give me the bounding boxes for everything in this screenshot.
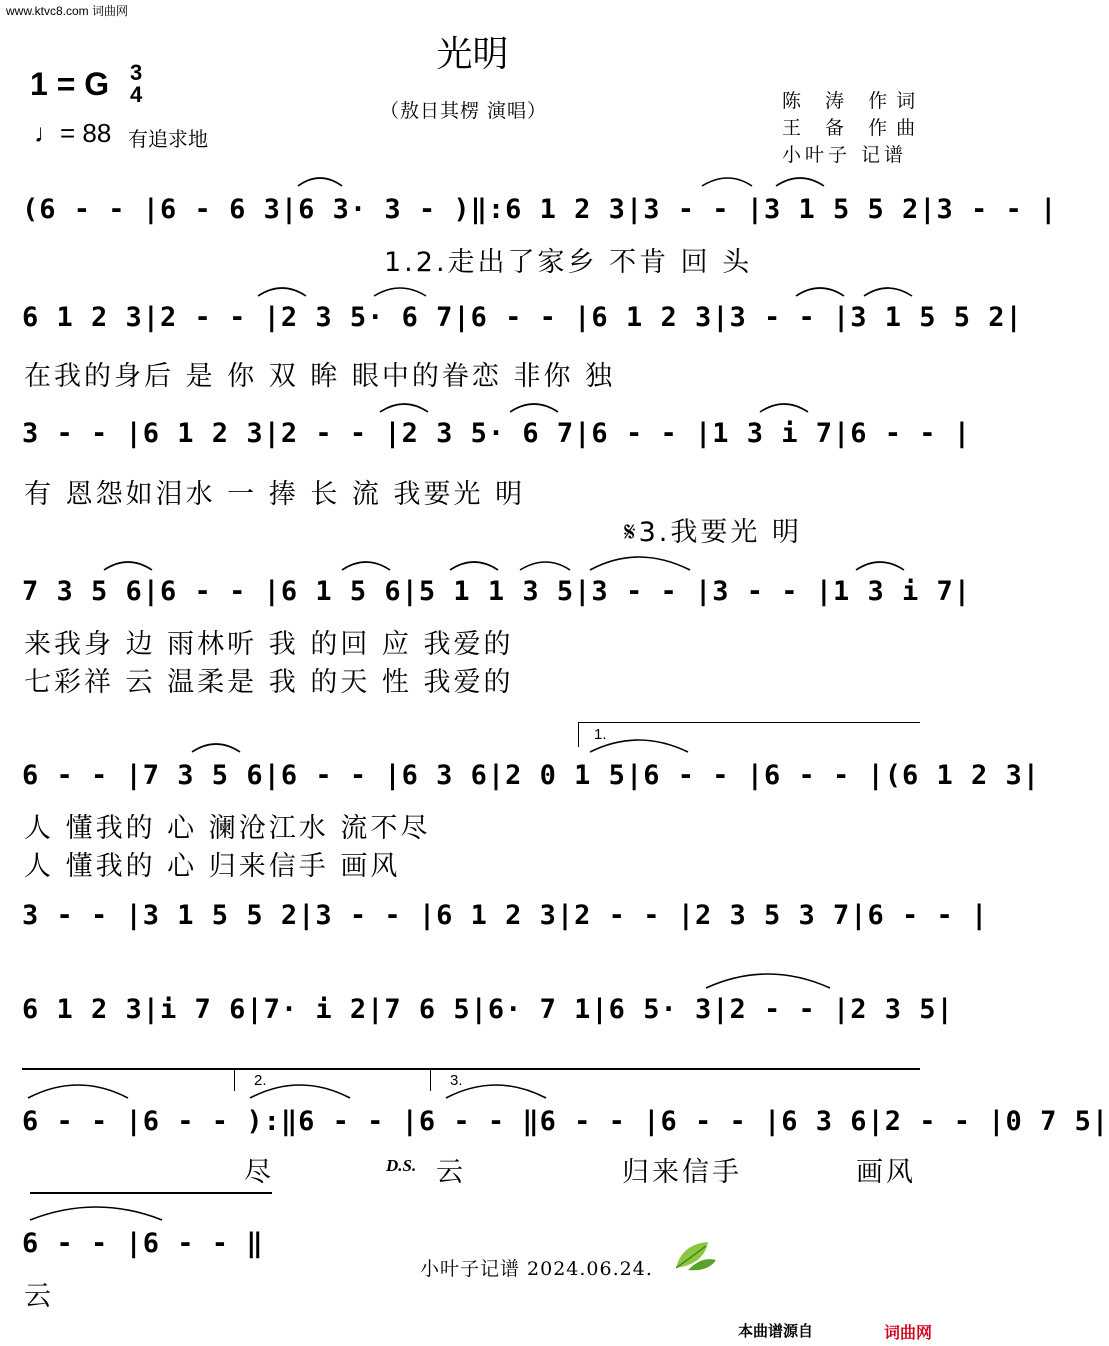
lyric-row-8-cloud: 云 bbox=[436, 1157, 466, 1188]
notation-row-9: 6 - - |6 - - ‖ bbox=[22, 1228, 264, 1259]
lyric-row-3: 有 恩怨如泪水 一 捧 长 流 我要光 明 bbox=[24, 479, 526, 510]
key-signature: 1 = G bbox=[30, 66, 110, 102]
lyric-row-8-end: 尽 bbox=[244, 1157, 274, 1188]
slur bbox=[510, 404, 558, 412]
slur bbox=[374, 288, 426, 296]
transcriber-credit: 小叶子 记谱 bbox=[782, 144, 908, 166]
lyric-row-8-painting: 画风 bbox=[856, 1157, 916, 1188]
notation-row-6: 3 - - |3 1 5 5 2|3 - - |6 1 2 3|2 - - |2 3 5 3 7|6 - - | bbox=[22, 900, 989, 931]
brand-logo[interactable]: 词曲网 bbox=[884, 1325, 933, 1342]
slur bbox=[760, 404, 808, 412]
lyric-row-9: 云 bbox=[24, 1281, 54, 1312]
slur bbox=[28, 1085, 128, 1098]
notation-row-8: 6 - - |6 - - ):‖6 - - |6 - - ‖6 - - |6 - - |6 3 6|2 - - |0 7 5| bbox=[22, 1106, 1109, 1137]
notation-row-1: (6 - - |6 - 6 3|6 3· 3 - )‖:6 1 2 3|3 - - |3 1 5 5 2|3 - - | bbox=[22, 194, 1058, 225]
lyric-row-3-alt: 𝄋3.我要光 明 bbox=[624, 517, 802, 548]
volta-3-label: 3. bbox=[450, 1072, 463, 1089]
slur bbox=[380, 404, 428, 412]
lyric-row-4-verse-2: 七彩祥 云 温柔是 我 的天 性 我爱的 bbox=[24, 667, 514, 698]
song-title: 光明 bbox=[436, 34, 509, 75]
expression-marking: 有追求地 bbox=[128, 127, 208, 151]
notation-row-5: 6 - - |7 3 5 6|6 - - |6 3 6|2 0 1 5|6 - - |6 - - |(6 1 2 3| bbox=[22, 760, 1041, 791]
slur bbox=[776, 178, 824, 186]
notation-row-4: 7 3 5 6|6 - - |6 1 5 6|5 1 1 3 5|3 - - |3 - - |1 3 i 7| bbox=[22, 576, 972, 607]
slur bbox=[258, 288, 306, 296]
tempo-marking: ♩= 88 bbox=[34, 118, 112, 148]
time-signature-bottom: 4 bbox=[130, 82, 143, 107]
lyric-row-1: 1.2.走出了家乡 不肯 回 头 bbox=[384, 247, 753, 278]
lyric-row-4-verse-1: 来我身 边 雨林听 我 的回 应 我爱的 bbox=[24, 629, 514, 660]
notation-row-3: 3 - - |6 1 2 3|2 - - |2 3 5· 6 7|6 - - |1 3 i 7|6 - - | bbox=[22, 418, 972, 449]
singer-note: （敖日其楞 演唱） bbox=[380, 100, 548, 122]
time-signature-top: 3 bbox=[130, 60, 143, 85]
slur bbox=[250, 1085, 350, 1098]
slur bbox=[104, 562, 152, 570]
slur bbox=[864, 288, 912, 296]
volta-2-label: 2. bbox=[254, 1072, 267, 1089]
lyric-row-5-verse-2: 人 懂我的 心 归来信手 画风 bbox=[24, 851, 401, 882]
lyricist-credit: 陈 涛 作词 bbox=[782, 90, 925, 112]
composer-credit: 王 备 作曲 bbox=[782, 117, 925, 139]
slur bbox=[856, 562, 904, 570]
volta-1-label: 1. bbox=[594, 726, 607, 743]
slur bbox=[342, 562, 390, 570]
slur bbox=[520, 562, 570, 570]
slur bbox=[450, 562, 498, 570]
slur bbox=[702, 178, 752, 186]
source-label: 本曲谱源自 bbox=[738, 1323, 814, 1340]
lyric-row-8-phrase: 归来信手 bbox=[622, 1157, 742, 1188]
transcription-footer: 小叶子记谱 2024.06.24. bbox=[420, 1258, 653, 1280]
slur bbox=[298, 178, 342, 186]
lyric-row-5-verse-1: 人 懂我的 心 澜沧江水 流不尽 bbox=[24, 813, 431, 844]
dal-segno-marking: D.S. bbox=[386, 1156, 417, 1175]
slur bbox=[706, 974, 830, 988]
lyric-row-2: 在我的身后 是 你 双 眸 眼中的眷恋 非你 独 bbox=[24, 361, 616, 392]
notation-row-2: 6 1 2 3|2 - - |2 3 5· 6 7|6 - - |6 1 2 3|3 - - |3 1 5 5 2| bbox=[22, 302, 1023, 333]
site-watermark: www.ktvc8.com 词曲网 bbox=[6, 4, 129, 18]
slur bbox=[30, 1207, 162, 1220]
slur bbox=[446, 1085, 546, 1098]
leaf-icon bbox=[672, 1238, 718, 1274]
slur bbox=[590, 740, 688, 752]
slur bbox=[796, 288, 844, 296]
notation-row-7: 6 1 2 3|i 7 6|7· i 2|7 6 5|6· 7 1|6 5· 3|2 - - |2 3 5| bbox=[22, 994, 954, 1025]
slur bbox=[590, 557, 690, 570]
slur bbox=[192, 744, 240, 752]
